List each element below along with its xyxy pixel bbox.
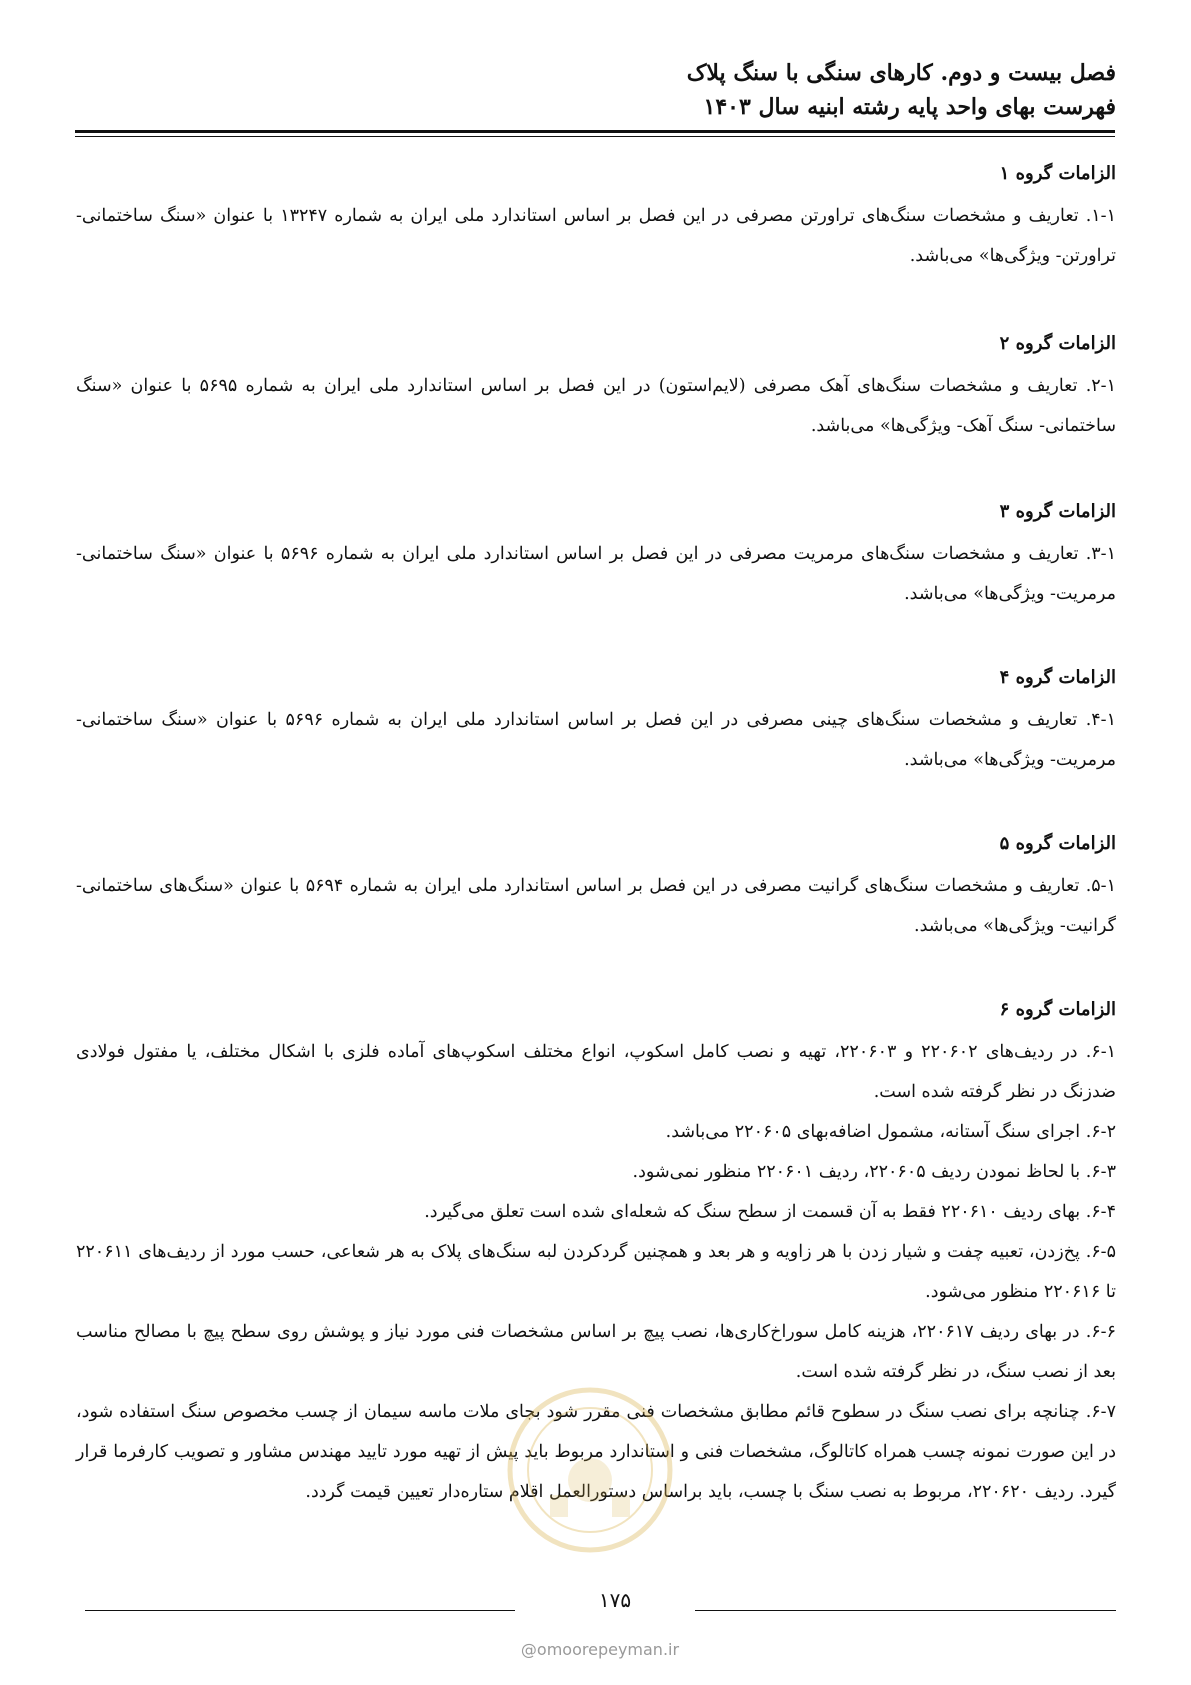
group-title: الزامات گروه ۲ (999, 333, 1116, 354)
group-paragraph: ۶-۶. در بهای ردیف ۲۲۰۶۱۷، هزینه کامل سوراخ‌کاری‌ها، نصب پیچ بر اساس مشخصات فنی مورد نیاز و پوشش روی سطح پیچ با مصالح مناسب بعد از نصب سنگ، در نظر گرفته شده است. (76, 1322, 1116, 1382)
group-paragraph: ۶-۷. چنانچه برای نصب سنگ در سطوح قائم مطابق مشخصات فنی مقرر شود بجای ملات ماسه سیمان از چسب مخصوص سنگ استفاده شود، در این صورت نمونه چسب همراه کاتالوگ، مشخصات فنی و استاندارد مربوط باید پیش از تهیه مورد تایید مهندس مشاور و تصویب کارفرما قرار گیرد. ردیف ۲۲۰۶۲۰، مربوط به نصب سنگ با چسب، باید براساس دستورالعمل اقلام ستاره‌دار تعیین قیمت گردد. (76, 1402, 1116, 1502)
group-title: الزامات گروه ۴ (999, 667, 1116, 688)
group-paragraph: ۴-۱. تعاریف و مشخصات سنگ‌های چینی مصرفی در این فصل بر اساس استاندارد ملی ایران به شماره ۵۶۹۶ با عنوان «سنگ ساختمانی- مرمریت- ویژگی‌ها» می‌باشد. (76, 710, 1116, 770)
website-watermark: @omoorepeyman.ir (520, 1640, 680, 1659)
chapter-title: فصل بیست و دوم. کارهای سنگی با سنگ پلاک (686, 60, 1116, 86)
footer-rule-right (695, 1610, 1116, 1611)
group-title: الزامات گروه ۶ (999, 999, 1116, 1020)
group-paragraph: ۱-۱. تعاریف و مشخصات سنگ‌های تراورتن مصرفی در این فصل بر اساس استاندارد ملی ایران به شماره ۱۳۲۴۷ با عنوان «سنگ ساختمانی- تراورتن- ویژگی‌ها» می‌باشد. (76, 206, 1116, 266)
requirement-group-5 (76, 830, 1116, 946)
group-title: الزامات گروه ۱ (999, 163, 1116, 184)
group-paragraph: ۶-۵. پخ‌زدن، تعبیه چفت و شیار زدن با هر زاویه و هر بعد و همچنین گردکردن لبه سنگ‌های پلاک به هر شعاعی، حسب مورد از ردیف‌های ۲۲۰۶۱۱ تا ۲۲۰۶۱۶ منظور می‌شود. (76, 1242, 1116, 1302)
header-rule-thin (75, 136, 1115, 137)
footer-rule-left (85, 1610, 515, 1611)
watermark-logo (505, 1385, 675, 1555)
group-title: الزامات گروه ۵ (999, 833, 1116, 854)
page-header (76, 56, 1116, 124)
group-paragraph: ۶-۱. در ردیف‌های ۲۲۰۶۰۲ و ۲۲۰۶۰۳، تهیه و نصب کامل اسکوپ، انواع مختلف اسکوپ‌های آماده فلزی با اشکال مختلف، یا مفتول فولادی ضدزنگ در نظر گرفته شده است. (76, 1042, 1117, 1102)
group-paragraph: ۶-۳. با لحاظ نمودن ردیف ۲۲۰۶۰۵، ردیف ۲۲۰۶۰۱ منظور نمی‌شود. (632, 1162, 1116, 1182)
group-paragraph: ۵-۱. تعاریف و مشخصات سنگ‌های گرانیت مصرفی در این فصل بر اساس استاندارد ملی ایران به شماره ۵۶۹۴ با عنوان «سنگ‌های ساختمانی- گرانیت- ویژگی‌ها» می‌باشد. (76, 876, 1116, 936)
requirement-group-4 (76, 664, 1116, 780)
group-paragraph: ۳-۱. تعاریف و مشخصات سنگ‌های مرمریت مصرفی در این فصل بر اساس استاندارد ملی ایران به شماره ۵۶۹۶ با عنوان «سنگ ساختمانی-مرمریت- ویژگی‌ها» می‌باشد. (76, 544, 1116, 604)
group-paragraph: ۶-۴. بهای ردیف ۲۲۰۶۱۰ فقط به آن قسمت از سطح سنگ که شعله‌ای شده است تعلق می‌گیرد. (424, 1202, 1116, 1222)
group-paragraph: ۲-۱. تعاریف و مشخصات سنگ‌های آهک مصرفی (لایم‌استون) در این فصل بر اساس استاندارد ملی ایران به شماره ۵۶۹۵ با عنوان «سنگ ساختمانی- سنگ آهک- ویژگی‌ها» می‌باشد. (76, 376, 1116, 436)
group-title: الزامات گروه ۳ (999, 501, 1116, 522)
requirement-group-2 (76, 330, 1116, 446)
page-number: ۱۷۵ (598, 1588, 632, 1612)
header-rule-thick (75, 130, 1115, 133)
document-title: فهرست بهای واحد پایه رشته ابنیه سال ۱۴۰۳ (703, 94, 1116, 120)
group-paragraph: ۶-۲. اجرای سنگ آستانه، مشمول اضافه‌بهای ۲۲۰۶۰۵ می‌باشد. (665, 1122, 1116, 1142)
requirement-group-3 (76, 498, 1116, 614)
requirement-group-1 (76, 160, 1116, 276)
